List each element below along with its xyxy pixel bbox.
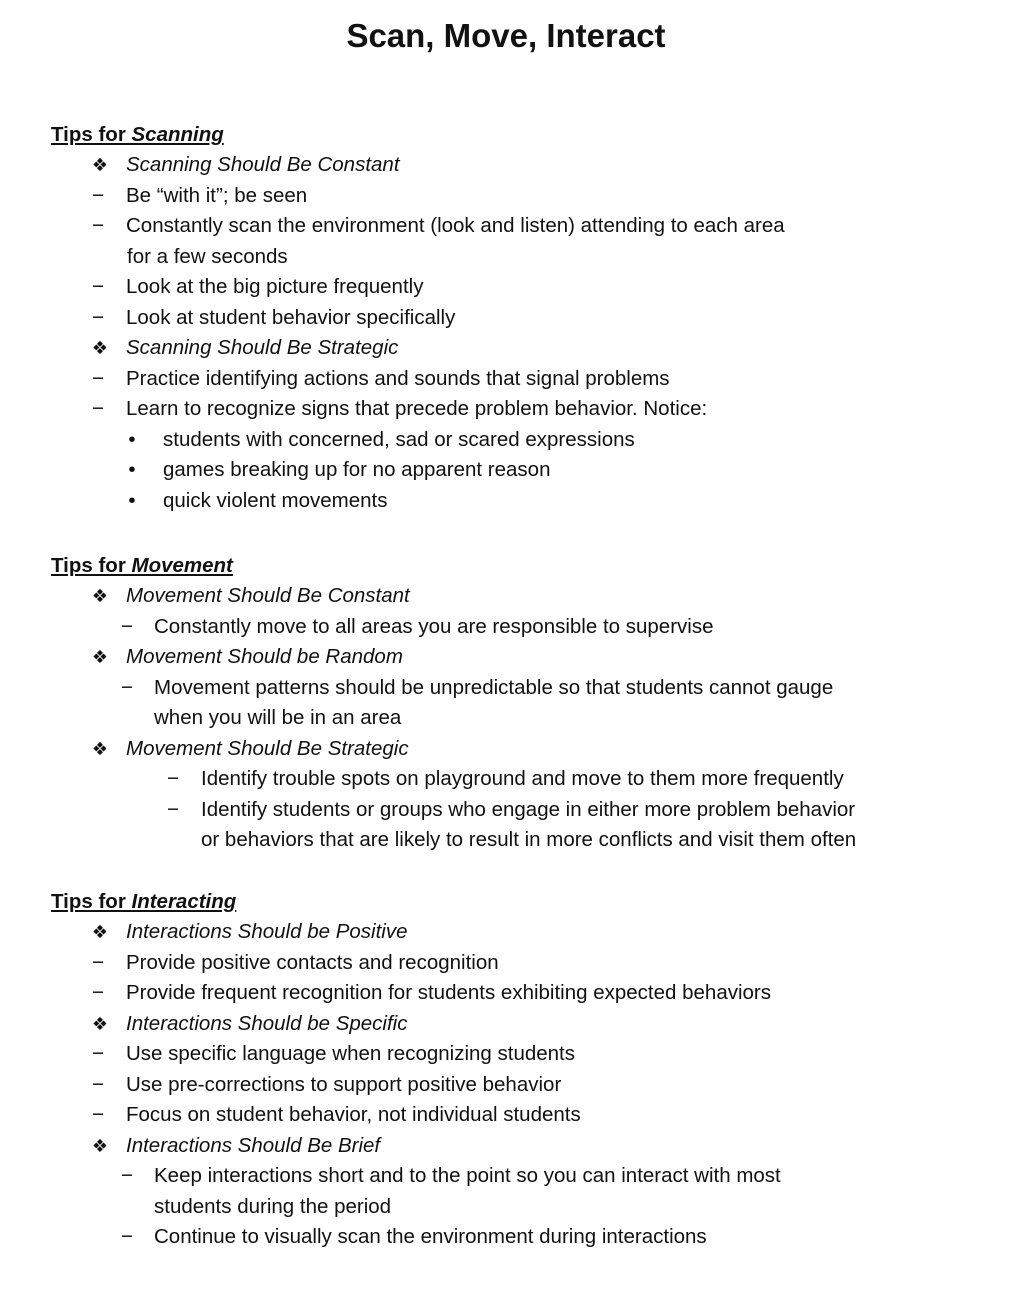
item-text: Identify students or groups who engage in either more problem behavior (201, 797, 856, 821)
dash-item (51, 1070, 971, 1101)
continuation-line (51, 242, 971, 273)
dash-bullet-icon: − (121, 1164, 133, 1187)
heading-emphasis: Movement (131, 554, 233, 577)
diamond-bullet-icon: ❖ (91, 922, 109, 942)
dash-item (51, 211, 971, 242)
dash-bullet-icon: − (121, 614, 133, 638)
dot-bullet-icon: • (128, 488, 136, 512)
section-items (51, 150, 971, 516)
section-heading (51, 887, 971, 917)
item-text: Constantly move to all areas you are responsible to supervise (154, 614, 714, 638)
bullet-item (51, 486, 971, 517)
dash-bullet-icon: − (167, 767, 179, 790)
item-text: Keep interactions short and to the point so you can interact with most (154, 1164, 781, 1187)
dash-item (51, 612, 971, 643)
subheading-item (51, 1009, 971, 1040)
dash-item (51, 1161, 971, 1192)
item-text: Movement Should Be Strategic (126, 736, 409, 760)
item-text: Movement Should Be Constant (126, 584, 410, 607)
subheading-item (51, 581, 971, 612)
dash-item (51, 1222, 971, 1253)
item-text: or behaviors that are likely to result in more conflicts and visit them often (201, 828, 857, 851)
dash-bullet-icon: − (92, 950, 104, 974)
item-text: Identify trouble spots on playground and move to them more frequently (201, 767, 844, 790)
item-text: Scanning Should Be Strategic (126, 336, 399, 359)
continuation-line (51, 703, 971, 734)
item-text: Provide frequent recognition for students exhibiting expected behaviors (126, 981, 772, 1004)
dash-bullet-icon: − (92, 1072, 104, 1096)
item-text: Movement Should be Random (126, 645, 403, 668)
heading-prefix: Tips for (51, 123, 132, 146)
dash-item (51, 673, 971, 704)
heading-prefix: Tips for (51, 890, 132, 913)
diamond-bullet-icon: ❖ (91, 738, 109, 759)
dash-bullet-icon: − (92, 214, 104, 237)
item-text: students during the period (154, 1194, 392, 1218)
diamond-bullet-icon: ❖ (91, 586, 109, 606)
dash-item (51, 764, 971, 795)
subheading-item (51, 333, 971, 364)
section-movement (51, 551, 971, 856)
subheading-item (51, 734, 971, 765)
continuation-line (51, 825, 971, 856)
page-title: Scan, Move, Interact (346, 17, 666, 54)
dot-bullet-icon: • (128, 458, 136, 481)
dash-item (51, 1100, 971, 1131)
dash-bullet-icon: − (92, 1042, 104, 1065)
item-text: Scanning Should Be Constant (126, 153, 400, 176)
heading-prefix: Tips for (51, 554, 132, 577)
item-text: Use pre-corrections to support positive behavior (126, 1072, 562, 1096)
heading-emphasis: Interacting (131, 890, 237, 913)
subheading-item (51, 150, 971, 181)
dash-bullet-icon: − (92, 397, 104, 420)
subheading-item (51, 917, 971, 948)
item-text: quick violent movements (163, 488, 388, 512)
dash-item (51, 978, 971, 1009)
subheading-item (51, 1131, 971, 1162)
item-text: Constantly scan the environment (look and listen) attending to each area (126, 214, 785, 237)
dash-item (51, 948, 971, 979)
section-heading (51, 120, 971, 150)
item-text: Look at the big picture frequently (126, 275, 424, 298)
continuation-line (51, 1192, 971, 1223)
dash-bullet-icon: − (167, 797, 179, 821)
section-items (51, 581, 971, 856)
dash-item (51, 181, 971, 212)
section-heading (51, 551, 971, 581)
section-interacting (51, 887, 971, 1253)
dash-bullet-icon: − (92, 1103, 104, 1126)
diamond-bullet-icon: ❖ (91, 647, 109, 667)
item-text: when you will be in an area (154, 706, 402, 729)
dash-item (51, 272, 971, 303)
item-text: for a few seconds (127, 244, 288, 268)
subheading-item (51, 642, 971, 673)
dash-item (51, 795, 971, 826)
section-scanning (51, 120, 971, 516)
dash-bullet-icon: − (92, 366, 104, 390)
item-text: Use specific language when recognizing students (126, 1042, 575, 1065)
dash-bullet-icon: − (92, 275, 104, 298)
dash-bullet-icon: − (92, 305, 104, 329)
dash-item (51, 394, 971, 425)
item-text: Movement patterns should be unpredictable so that students cannot gauge (154, 675, 834, 699)
dash-item (51, 1039, 971, 1070)
dash-bullet-icon: − (92, 183, 104, 207)
diamond-bullet-icon: ❖ (91, 155, 109, 175)
dash-bullet-icon: − (121, 675, 133, 699)
item-text: Provide positive contacts and recognition (126, 950, 499, 974)
diamond-bullet-icon: ❖ (91, 338, 109, 358)
item-text: Interactions Should be Positive (126, 920, 408, 943)
diamond-bullet-icon: ❖ (91, 1135, 109, 1156)
section-items (51, 917, 971, 1253)
diamond-bullet-icon: ❖ (91, 1013, 109, 1034)
item-text: Learn to recognize signs that precede problem behavior. Notice: (126, 397, 708, 420)
heading-emphasis: Scanning (131, 123, 224, 146)
item-text: Be “with it”; be seen (126, 183, 308, 207)
item-text: Interactions Should Be Brief (126, 1133, 381, 1157)
item-text: students with concerned, sad or scared expressions (163, 427, 635, 451)
dash-bullet-icon: − (92, 981, 104, 1004)
dash-bullet-icon: − (121, 1225, 133, 1248)
dot-bullet-icon: • (128, 427, 136, 451)
dash-item (51, 364, 971, 395)
dash-item (51, 303, 971, 334)
bullet-item (51, 455, 971, 486)
item-text: Focus on student behavior, not individual students (126, 1103, 581, 1126)
item-text: Practice identifying actions and sounds that signal problems (126, 366, 670, 390)
item-text: Continue to visually scan the environment during interactions (154, 1225, 707, 1248)
item-text: Look at student behavior specifically (126, 305, 456, 329)
item-text: Interactions Should be Specific (126, 1011, 408, 1035)
item-text: games breaking up for no apparent reason (163, 458, 551, 481)
bullet-item (51, 425, 971, 456)
